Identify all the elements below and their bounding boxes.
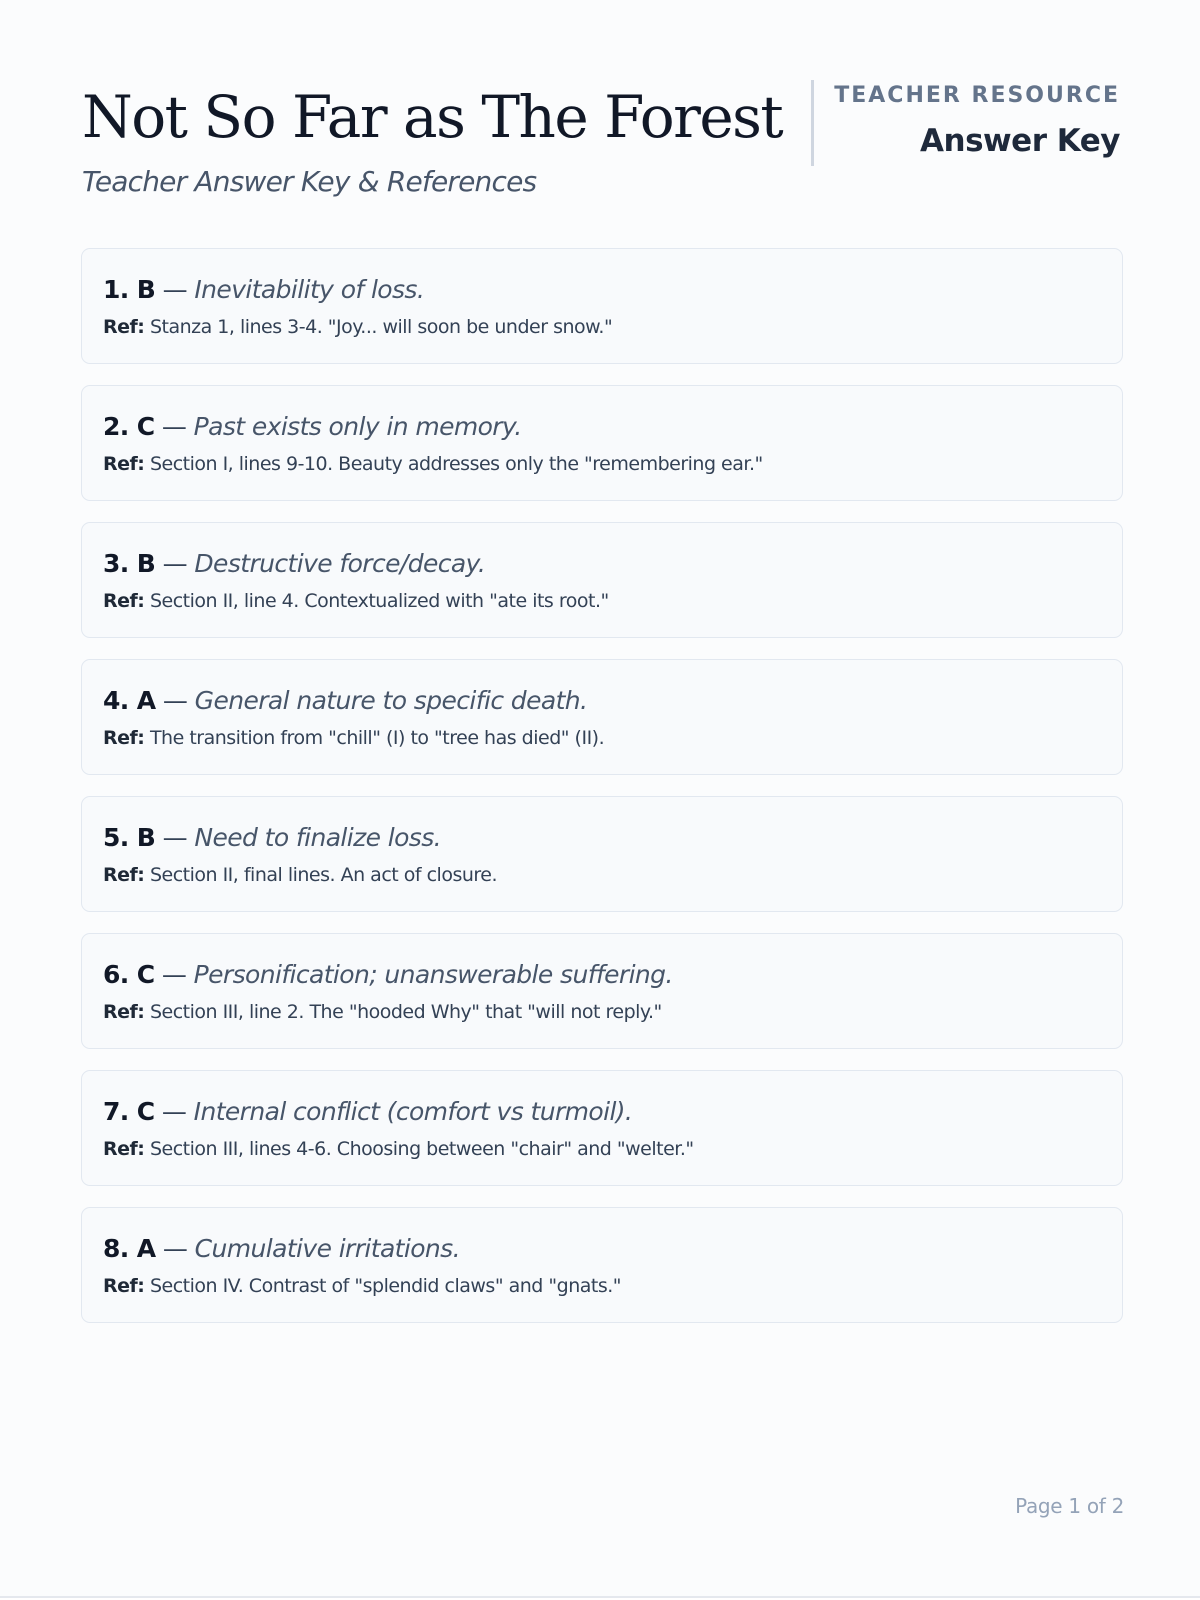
reference-label: Ref: (103, 1138, 145, 1160)
answer-separator: — (162, 549, 188, 578)
reference-line (103, 1136, 1101, 1162)
reference-text: Section III, lines 4-6. Choosing between "chair" and "welter." (149, 1138, 694, 1160)
answer-line (103, 1095, 1101, 1129)
answer-line (103, 958, 1101, 992)
resource-name: Answer Key (920, 123, 1120, 159)
answer-list (81, 248, 1123, 1344)
page-title: Not So Far as The Forest (82, 83, 783, 151)
answer-separator: — (162, 823, 188, 852)
reference-text: Section IV. Contrast of "splendid claws" and "gnats." (149, 1275, 622, 1297)
answer-separator: — (162, 1234, 188, 1263)
answer-separator: — (161, 960, 187, 989)
reference-line (103, 1273, 1101, 1299)
resource-type-label: TEACHER RESOURCE (834, 83, 1120, 108)
answer-description: Cumulative irritations. (194, 1234, 460, 1263)
answer-line (103, 410, 1101, 444)
answer-line (103, 821, 1101, 855)
reference-line (103, 451, 1101, 477)
reference-line (103, 999, 1101, 1025)
reference-line (103, 314, 1101, 340)
answer-number: 3. B (103, 549, 156, 578)
reference-line (103, 725, 1101, 751)
answer-card (81, 933, 1123, 1049)
reference-text: Stanza 1, lines 3-4. "Joy... will soon be under snow." (149, 316, 613, 338)
answer-card (81, 522, 1123, 638)
answer-separator: — (162, 275, 188, 304)
reference-text: Section II, final lines. An act of closure. (149, 864, 498, 886)
answer-number: 5. B (103, 823, 156, 852)
answer-description: Inevitability of loss. (194, 275, 425, 304)
reference-text: Section II, line 4. Contextualized with "ate its root." (149, 590, 609, 612)
answer-description: Need to finalize loss. (194, 823, 442, 852)
reference-text: The transition from "chill" (I) to "tree has died" (II). (149, 727, 605, 749)
answer-description: General nature to specific death. (194, 686, 588, 715)
answer-card (81, 1207, 1123, 1323)
answer-description: Destructive force/decay. (194, 549, 486, 578)
reference-text: Section I, lines 9-10. Beauty addresses only the "remembering ear." (149, 453, 763, 475)
reference-label: Ref: (103, 1001, 145, 1023)
reference-text: Section III, line 2. The "hooded Why" that "will not reply." (149, 1001, 662, 1023)
answer-line (103, 1232, 1101, 1266)
answer-description: Internal conflict (comfort vs turmoil). (193, 1097, 633, 1126)
reference-line (103, 588, 1101, 614)
reference-label: Ref: (103, 727, 145, 749)
answer-card (81, 796, 1123, 912)
answer-description: Personification; unanswerable suffering. (193, 960, 673, 989)
reference-label: Ref: (103, 590, 145, 612)
reference-label: Ref: (103, 864, 145, 886)
answer-number: 6. C (103, 960, 155, 989)
answer-separator: — (161, 412, 187, 441)
answer-card (81, 1070, 1123, 1186)
answer-line (103, 684, 1101, 718)
reference-line (103, 862, 1101, 888)
answer-card (81, 659, 1123, 775)
answer-separator: — (162, 686, 188, 715)
answer-number: 7. C (103, 1097, 155, 1126)
answer-line (103, 547, 1101, 581)
page-header (82, 80, 1120, 210)
reference-label: Ref: (103, 316, 145, 338)
answer-number: 4. A (103, 686, 156, 715)
answer-number: 8. A (103, 1234, 156, 1263)
answer-card (81, 248, 1123, 364)
page-number: Page 1 of 2 (1015, 1494, 1124, 1518)
page-subtitle: Teacher Answer Key & References (82, 165, 537, 198)
answer-separator: — (161, 1097, 187, 1126)
answer-card (81, 385, 1123, 501)
reference-label: Ref: (103, 453, 145, 475)
answer-line (103, 273, 1101, 307)
answer-number: 1. B (103, 275, 156, 304)
answer-description: Past exists only in memory. (193, 412, 522, 441)
reference-label: Ref: (103, 1275, 145, 1297)
resource-label-block (811, 80, 1120, 166)
answer-number: 2. C (103, 412, 155, 441)
